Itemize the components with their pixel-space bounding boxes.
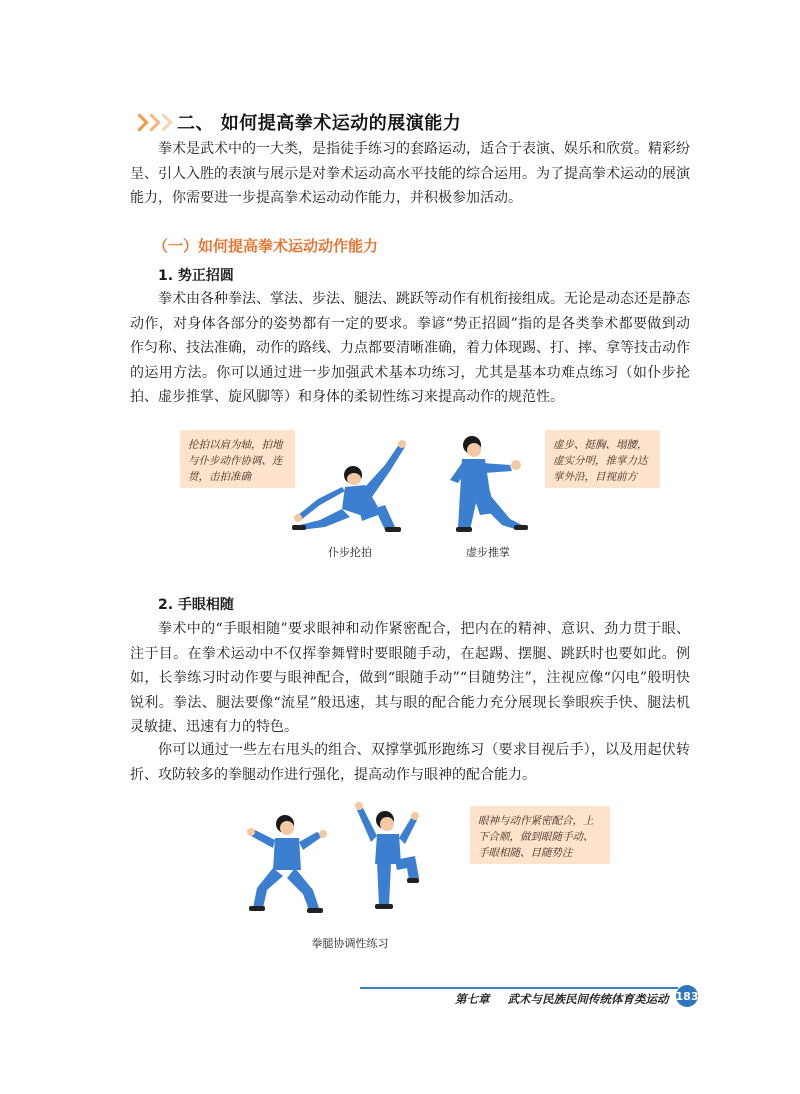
pubu-lunpai-figure: [290, 435, 420, 535]
footer-bar: [360, 987, 678, 989]
footer-title: 武术与民族民间传统体育类运动: [507, 992, 669, 1006]
note-pubu-lunpai: 抡拍以肩为轴，拍地与仆步动作协调、连贯，击拍准确: [180, 430, 295, 488]
intro-paragraph: 拳术是武术中的一大类，是指徒手练习的套路运动，适合于表演、娱乐和欣赏。精彩纷呈、引人入胜的表演与展示是对拳术运动高水平技能的综合运用。为了提高拳术运动的展演能力，你需要进一步提高拳术运动动作能力，并积极参加活动。: [130, 141, 690, 206]
footer-chapter-title: [455, 991, 669, 1007]
caption-xubu-tuizhang: 虚步推掌: [466, 546, 510, 559]
note-quantui: 眼神与动作紧密配合，上下合顺，做到眼随手动、手眼相随、目随势注: [470, 806, 610, 864]
item2-title: 2. 手眼相随: [158, 597, 234, 613]
subsection-title: （一）如何提高拳术运动动作能力: [153, 237, 379, 255]
section-title: 二、 如何提高拳术运动的展演能力: [177, 113, 462, 134]
item2-paragraph-1: 拳术中的“手眼相随”要求眼神和动作紧密配合，把内在的精神、意识、劲力贯于眼、注于目。在拳术运动中不仅挥拳舞臂时要眼随手动，在起踢、摆腿、跳跃时也要如此。例如，长拳练习时动作要与眼神配合，做到“眼随手动”“目随势注”，注视应像“闪电”般明快锐利。拳法、腿法要像“流星”般迅速，其与眼的配合能力充分展现长拳眼疾手快、腿法机灵敏捷、迅速有力的特色。: [130, 621, 690, 735]
footer-chapter: 第七章: [455, 992, 490, 1006]
section-heading: [133, 108, 461, 136]
caption-quantui: 拳腿协调性练习: [311, 937, 389, 950]
item1-paragraph: 拳术由各种拳法、掌法、步法、腿法、跳跃等动作有机衔接组成。无论是动态还是静态动作，对身体各部分的姿势都有一定的要求。拳谚“势正招圆”指的是各类拳术都要做到动作匀称、技法准确，动作的路线、力点都要清晰准确，着力体现踢、打、摔、拿等技击动作的运用方法。你可以通过进一步加强武术基本功练习，尤其是基本功难点练习（如仆步抡拍、虚步推掌、旋风脚等）和身体的柔韧性练习来提高动作的规范性。: [130, 291, 690, 405]
quantui-figure-left: [245, 808, 335, 916]
chevron-decoration-icon: [133, 116, 169, 129]
note-xubu-tuizhang: 虚步、挺胸、塌腰，虚实分明，推掌力达掌外沿，目视前方: [545, 430, 660, 488]
item2-paragraph-2: 你可以通过一些左右甩头的组合、双撑掌弧形跑练习（要求目视后手），以及用起伏转折、攻防较多的拳腿动作进行强化，提高动作与眼神的配合能力。: [130, 742, 690, 783]
xubu-tuizhang-figure: [440, 435, 540, 535]
quantui-figure-right: [345, 798, 435, 916]
caption-pubu-lunpai: 仆步抡拍: [328, 546, 372, 559]
item1-title: 1. 势正招圆: [158, 268, 234, 284]
page-number: 183: [676, 985, 698, 1007]
